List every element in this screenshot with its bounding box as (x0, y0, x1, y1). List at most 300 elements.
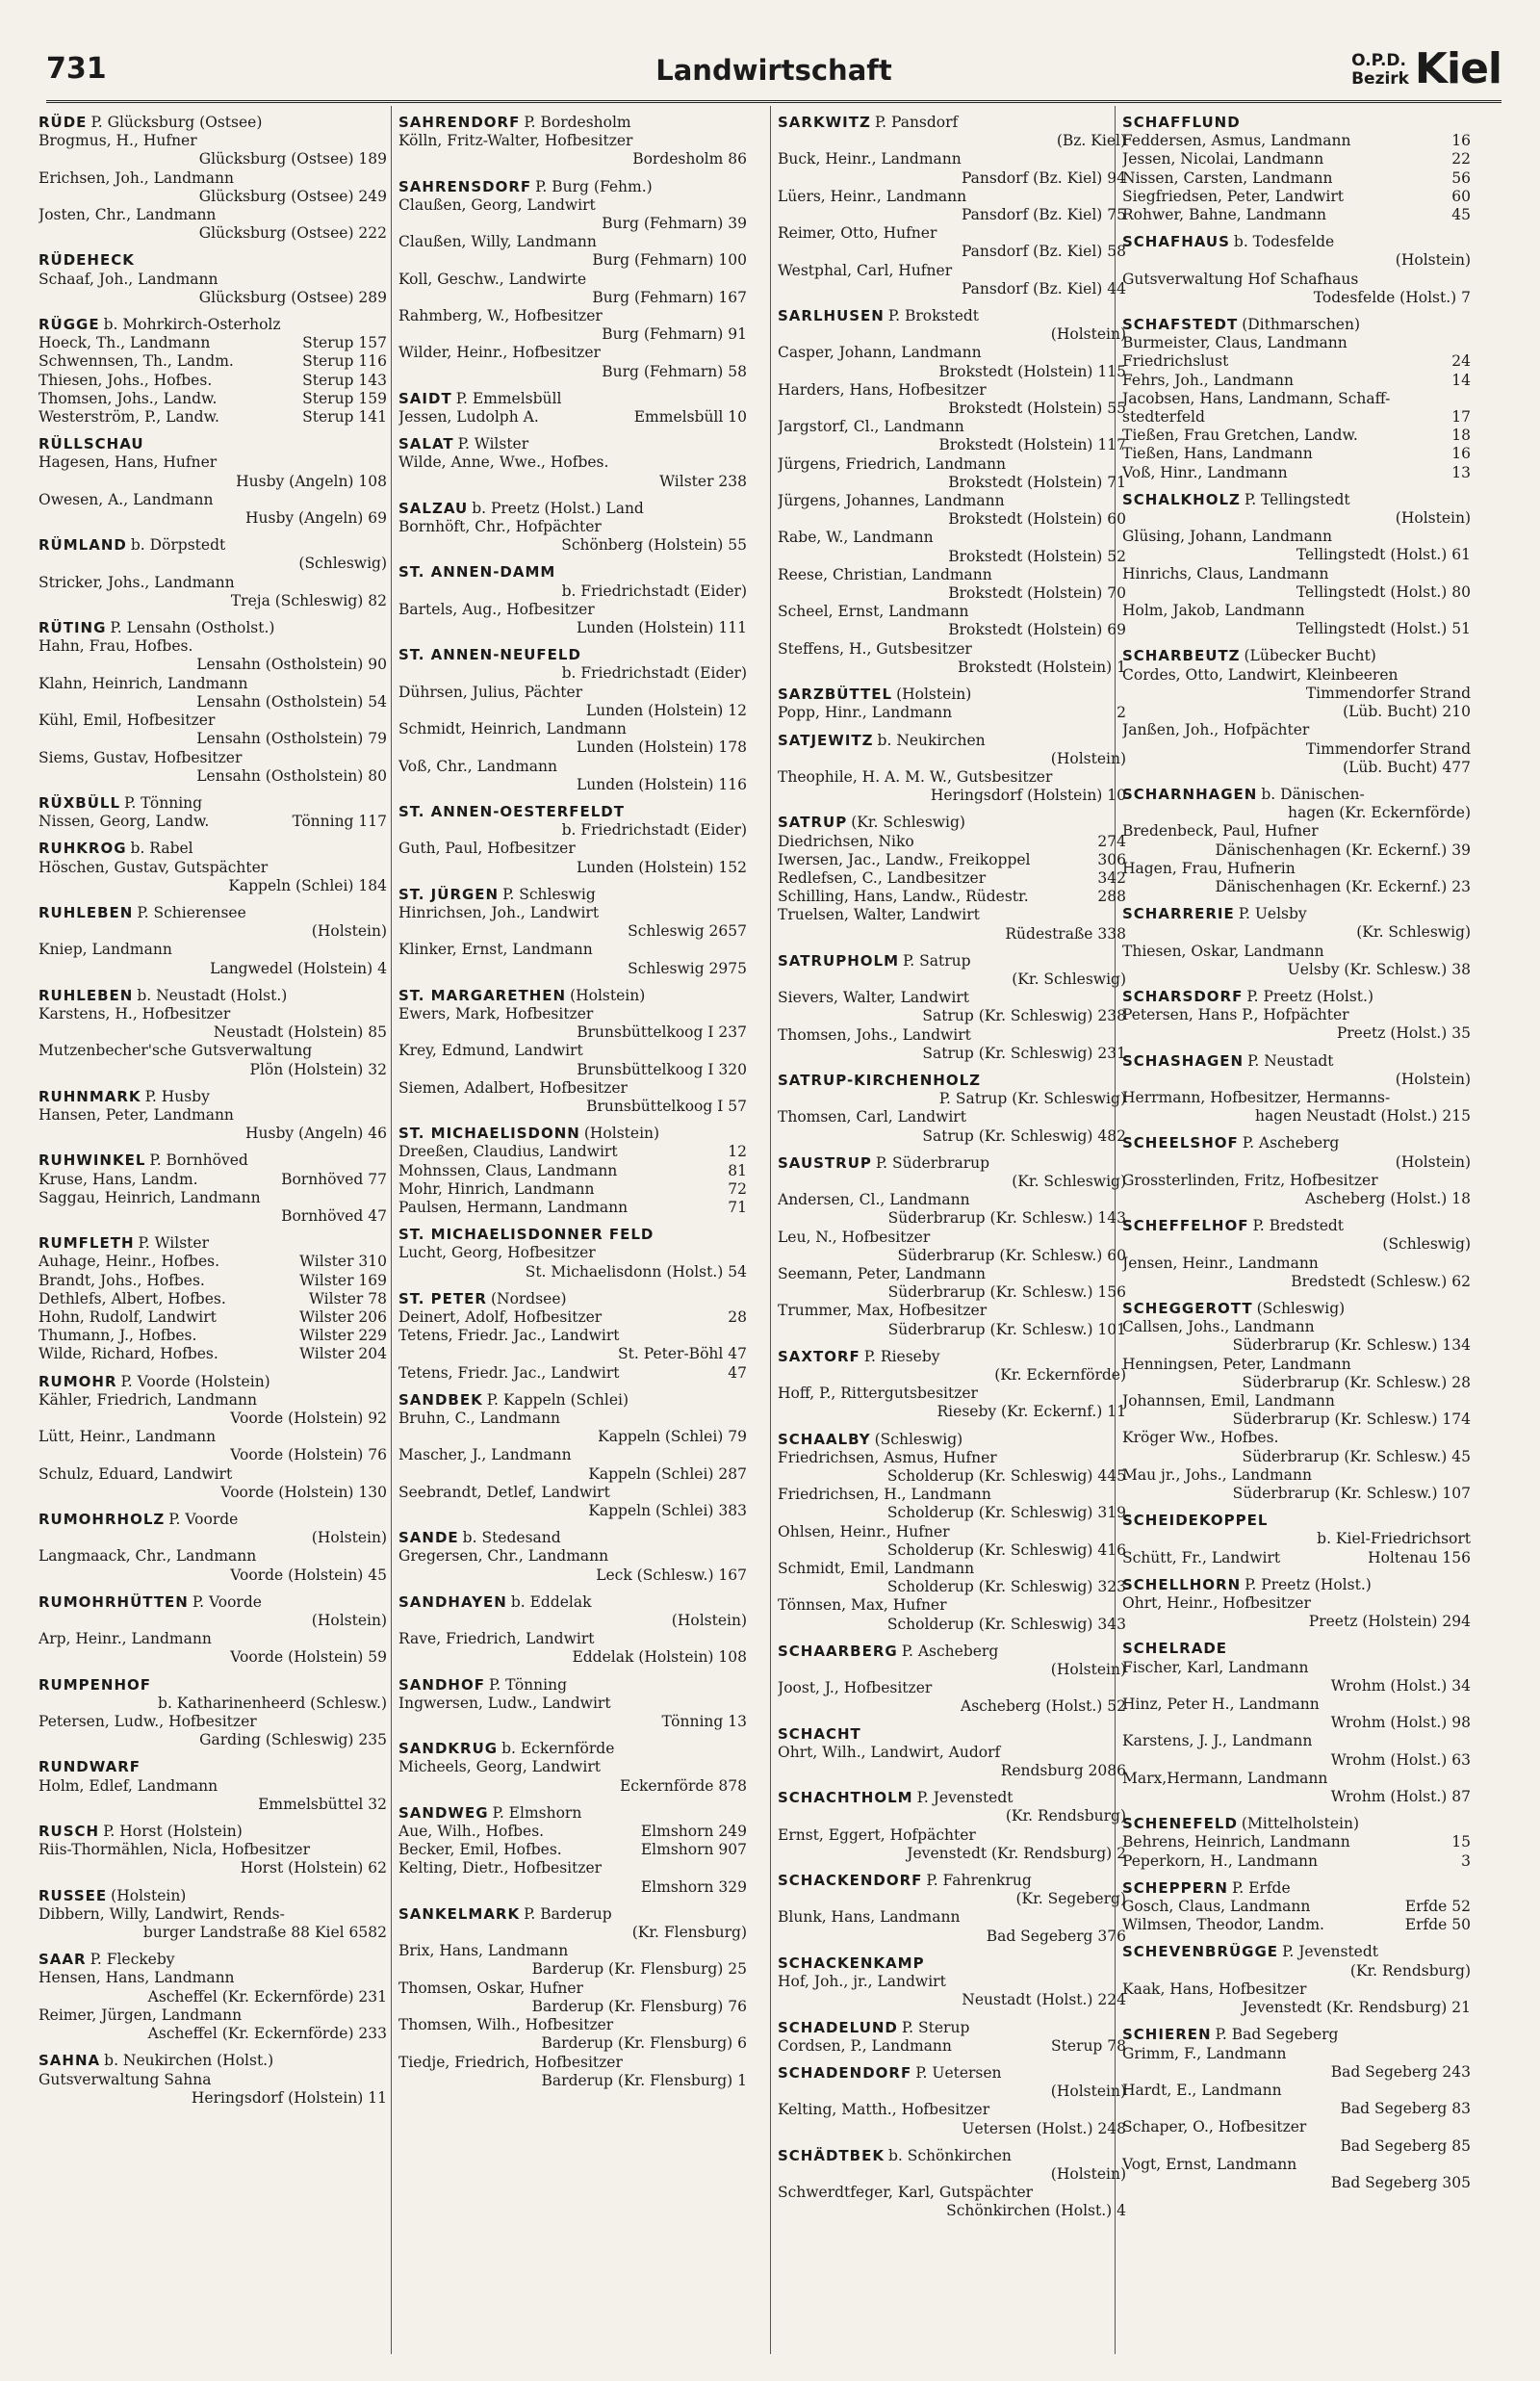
entry (1122, 334, 1471, 352)
entry (778, 566, 1126, 603)
entry-name: Friedrichslust (1122, 352, 1229, 371)
entry-location: Barderup (Kr. Flensburg) 6 (541, 2034, 747, 2053)
place-heading (38, 435, 387, 453)
entry-name: Friedrichsen, Asmus, Hufner (778, 1448, 997, 1466)
place-heading (398, 1676, 747, 1695)
entry-line (1122, 1833, 1471, 1851)
place-name: SATRUPHOLM (778, 951, 899, 970)
place-detail: P. Schierensee (137, 903, 246, 921)
entry (38, 1106, 387, 1143)
entry-location: Scholderup (Kr. Schleswig) 445 (886, 1467, 1126, 1486)
entry-number: 274 (1097, 832, 1126, 850)
entry (1122, 1833, 1471, 1851)
entry-location: St. Michaelisdonn (Holst.) 54 (525, 1262, 747, 1281)
place-block (38, 1887, 387, 1943)
entry (38, 352, 387, 371)
entry-number: Wilster 78 (309, 1289, 387, 1307)
entry-name: Fehrs, Joh., Landmann (1122, 371, 1294, 389)
entry-name: Kaak, Hans, Hofbesitzer (1122, 1980, 1307, 1998)
entry (398, 1327, 747, 1363)
entry-line (398, 1180, 747, 1199)
entry-number: 13 (1451, 463, 1471, 481)
place-name: SCHACKENDORF (778, 1872, 923, 1890)
entry-name: Vogt, Ernst, Landmann (1122, 2155, 1297, 2173)
entry (1122, 271, 1471, 307)
entry (398, 307, 747, 344)
entry-name: Hinz, Peter H., Landmann (1122, 1695, 1320, 1714)
place-detail: P. Bordesholm (524, 114, 631, 131)
place-block (398, 1804, 747, 1897)
place-detail-2: (Kr. Schleswig) (1356, 923, 1471, 942)
entry-location: Süderbrarup (Kr. Schlesw.) 174 (1232, 1410, 1471, 1429)
entry-name: Langmaack, Chr., Landmann (38, 1547, 257, 1566)
entry-location: Kappeln (Schlei) 287 (588, 1464, 747, 1483)
place-name: SANKELMARK (398, 1904, 521, 1923)
place-name: RUNDWARF (38, 1758, 141, 1776)
place-detail: b. Todesfelde (1233, 233, 1335, 251)
entry (398, 1005, 747, 1042)
entry-name: Rave, Friedrich, Landwirt (398, 1630, 595, 1648)
place-heading (38, 794, 387, 813)
entry-location: St. Peter-Böhl 47 (618, 1345, 747, 1363)
place-detail: b. Dänischen- (1261, 785, 1365, 803)
place-heading (778, 1725, 1126, 1744)
entry-location: Bornhöved 47 (281, 1206, 387, 1225)
entry-name: Schulz, Eduard, Landwirt (38, 1464, 233, 1483)
entry-location: Brokstedt (Holstein) 71 (948, 473, 1126, 491)
place-heading (398, 1391, 747, 1410)
entry (778, 188, 1126, 224)
entry-location: Kappeln (Schlei) 184 (228, 876, 387, 894)
place-heading (38, 316, 387, 334)
entry-line (778, 833, 1126, 851)
entry-location: Satrup (Kr. Schleswig) 238 (922, 1007, 1126, 1025)
entry (778, 455, 1126, 492)
entry (778, 1523, 1126, 1560)
column-divider (391, 106, 392, 2354)
entry-location: Timmendorfer Strand (1305, 739, 1471, 758)
place-detail: P. Voorde (192, 1592, 262, 1611)
entry (778, 1973, 1126, 2009)
entry (1122, 2118, 1471, 2155)
entry-location: Ascheffel (Kr. Eckernförde) 233 (147, 2025, 387, 2043)
entry-name: Hoff, P., Rittergutsbesitzer (778, 1385, 978, 1403)
entry-location: Neustadt (Holst.) 224 (962, 1991, 1126, 2009)
entry-location: burger Landstraße 88 Kiel 6582 (142, 1924, 387, 1942)
place-name: SANDBEK (398, 1390, 483, 1409)
entry-name: Thomsen, Wilh., Hofbesitzer (398, 2016, 614, 2034)
place-name: RUMPENHOF (38, 1675, 152, 1694)
place-detail: P. Brokstedt (887, 307, 980, 325)
place-detail: P. Schleswig (502, 885, 596, 903)
place-block (38, 251, 387, 307)
entry (398, 758, 747, 794)
entry-name: Klinker, Ernst, Landmann (398, 941, 593, 959)
place-block (778, 1348, 1126, 1422)
entry-line (1122, 1898, 1471, 1916)
entry (398, 684, 747, 720)
place-detail: (Nordsee) (490, 1289, 567, 1307)
entry-name: Tetens, Friedr. Jac., Landwirt (398, 1363, 620, 1382)
place-name: RÜLLSCHAU (38, 435, 144, 453)
entry-location: Glücksburg (Ostsee) 249 (198, 187, 387, 205)
place-detail: b. Mohrkirch-Osterholz (103, 316, 281, 334)
entry-number: 56 (1451, 168, 1471, 187)
place-block (38, 619, 387, 786)
entry-name: Friedrichsen, H., Landmann (778, 1486, 991, 1504)
entry (38, 574, 387, 610)
entry (38, 1345, 387, 1363)
place-heading (778, 1348, 1126, 1366)
entry-number: Erfde 50 (1404, 1916, 1471, 1934)
entry (778, 603, 1126, 639)
entry-number: 28 (728, 1307, 747, 1326)
place-detail: b. Eddelak (510, 1592, 592, 1611)
entry-name: Hagen, Frau, Hufnerin (1122, 859, 1296, 877)
entry-name: Ohlsen, Heinr., Hufner (778, 1522, 950, 1540)
place-detail: (Kr. Schleswig) (851, 814, 965, 832)
place-name: SCHAFFLUND (1122, 114, 1241, 131)
entry-location: Pansdorf (Bz. Kiel) 75 (961, 206, 1126, 224)
entry-number: 17 (1451, 408, 1471, 427)
place-name: SCHARSDORF (1122, 987, 1244, 1005)
entry-name: Reimer, Jürgen, Landmann (38, 2006, 243, 2024)
place-heading (38, 904, 387, 922)
entry (778, 1826, 1126, 1863)
entry-name: Nissen, Carsten, Landmann (1122, 168, 1333, 187)
place-heading (778, 1431, 1126, 1449)
place-detail-2: (Holstein) (1395, 509, 1471, 528)
entry-line (778, 2037, 1126, 2056)
place-name: SCHADENDORF (778, 2063, 912, 2082)
entry-name: Thomsen, Johs., Landw. (38, 389, 218, 407)
entry-number: 342 (1097, 868, 1126, 887)
entry (38, 2071, 387, 2108)
entry-name: Rabe, W., Landmann (778, 529, 934, 547)
entry (398, 271, 747, 307)
place-detail: P. Preetz (Holst.) (1245, 1575, 1372, 1593)
place-detail: (Schleswig) (874, 1430, 963, 1448)
entry (1122, 1732, 1471, 1769)
entry-location: Tellingstedt (Holst.) 51 (1296, 620, 1471, 638)
place-name: RÜXBÜLL (38, 793, 121, 812)
place-detail-2: b. Kiel-Friedrichsort (1317, 1530, 1471, 1548)
place-block (38, 1951, 387, 2043)
entry-name: Wilde, Richard, Hofbes. (38, 1345, 218, 1363)
entry-name: Jessen, Ludolph A. (398, 408, 539, 427)
entry-name: Gutsverwaltung Hof Schafhaus (1122, 270, 1359, 288)
entry-name: Grimm, F., Landmann (1122, 2044, 1287, 2062)
place-heading (398, 1593, 747, 1612)
entry-line (38, 1327, 387, 1345)
entry-name: Guth, Paul, Hofbesitzer (398, 840, 576, 858)
place-name: ST. ANNEN-OESTERFELDT (398, 802, 625, 820)
entry (778, 1449, 1126, 1486)
place-heading (398, 1125, 747, 1143)
entry (38, 1630, 387, 1667)
place-block (398, 563, 747, 637)
entry-line (38, 1272, 387, 1290)
place-block (398, 886, 747, 978)
entry-location: Garding (Schleswig) 235 (199, 1731, 387, 1749)
entry (1122, 427, 1471, 445)
place-block (1122, 905, 1471, 979)
place-detail: P. Kappeln (Schlei) (486, 1390, 629, 1409)
entry-name: Schmidt, Heinrich, Landmann (398, 720, 627, 738)
place-block (38, 435, 387, 528)
entry-name: Tönnsen, Max, Hufner (778, 1596, 947, 1615)
place-heading (1122, 316, 1471, 334)
entry (778, 851, 1126, 869)
place-block (1122, 1512, 1471, 1567)
entry-number: 60 (1451, 187, 1471, 205)
entry-line (1122, 427, 1471, 445)
place-detail: b. Neustadt (Holst.) (137, 986, 288, 1004)
entry-location: Langwedel (Holstein) 4 (210, 959, 387, 977)
place-detail: (Holstein) (583, 1125, 660, 1143)
entry-location: Brokstedt (Holstein) 55 (948, 400, 1126, 418)
entry-location: (Lüb. Bucht) 477 (1343, 758, 1471, 776)
entry-location: Lensahn (Ostholstein) 79 (196, 730, 387, 748)
entry-name: Becker, Emil, Hofbes. (398, 1841, 562, 1859)
entry-location: Brokstedt (Holstein) 115 (938, 362, 1126, 380)
entry-location: Eckernförde 878 (619, 1776, 747, 1795)
place-detail: (Holstein) (570, 986, 646, 1004)
entry (38, 1005, 387, 1042)
entry (38, 1253, 387, 1271)
entry-name: Burmeister, Claus, Landmann (1122, 334, 1348, 352)
entry (778, 1596, 1126, 1633)
entry (1122, 1392, 1471, 1429)
entry-name: Gutsverwaltung Sahna (38, 2070, 212, 2088)
entry-name: Claußen, Willy, Landmann (398, 233, 597, 251)
entry (398, 1162, 747, 1180)
entry-name: Gosch, Claus, Landmann (1122, 1898, 1311, 1916)
place-detail: (Holstein) (111, 1886, 187, 1904)
entry-name: stedterfeld (1122, 408, 1205, 427)
entry-name: Seemann, Peter, Landmann (778, 1264, 986, 1282)
entry-name: Seebrandt, Detlef, Landwirt (398, 1483, 610, 1501)
place-detail: P. Voorde (168, 1511, 239, 1529)
place-block (778, 2064, 1126, 2138)
place-detail: P. Uetersen (915, 2063, 1002, 2082)
place-heading (1122, 1943, 1471, 1961)
entry-location: Glücksburg (Ostsee) 222 (198, 224, 387, 243)
entry-name: Grossterlinden, Fritz, Hofbesitzer (1122, 1171, 1378, 1189)
place-name: ST. JÜRGEN (398, 885, 500, 903)
entry-name: Arp, Heinr., Landmann (38, 1630, 212, 1648)
place-block (38, 1511, 387, 1585)
entry-name: Glüsing, Johann, Landmann (1122, 528, 1332, 546)
place-detail-2: (Holstein) (671, 1612, 747, 1630)
entry (398, 1244, 747, 1281)
place-heading (1122, 647, 1471, 665)
entry-number: 71 (728, 1198, 747, 1216)
place-block (38, 1234, 387, 1363)
entry-number: Sterup 143 (302, 371, 387, 389)
entry-name: Hinrichsen, Joh., Landwirt (398, 903, 600, 921)
entry-location: Süderbrarup (Kr. Schlesw.) 28 (1242, 1373, 1471, 1391)
entry-name: Claußen, Georg, Landwirt (398, 195, 596, 214)
place-block (778, 2147, 1126, 2221)
entry-name: Karstens, J. J., Landmann (1122, 1732, 1313, 1750)
entry-line (398, 1823, 747, 1841)
place-heading (38, 619, 387, 637)
entry (398, 1695, 747, 1731)
column-1 (38, 114, 387, 2108)
place-block (38, 794, 387, 831)
place-heading (38, 1152, 387, 1170)
entry-name: Nissen, Georg, Landw. (38, 813, 210, 831)
place-detail-2: (Holstein) (1050, 325, 1126, 344)
entry-location: Brokstedt (Holstein) 52 (948, 547, 1126, 565)
entry-line (778, 888, 1126, 906)
place-block (398, 803, 747, 877)
entry-name: Theophile, H. A. M. W., Gutsbesitzer (778, 767, 1053, 786)
place-detail: b. Eckernförde (501, 1740, 615, 1758)
place-detail-2: (Kr. Segeberg) (1015, 1890, 1126, 1908)
place-detail-2: (Holstein) (311, 1529, 387, 1547)
entry-location: Emmelsbüttel 32 (258, 1795, 387, 1813)
entry-name: Popp, Hinr., Landmann (778, 704, 953, 722)
entry-line (1122, 408, 1471, 427)
entry-name: Janßen, Joh., Hofpächter (1122, 721, 1310, 739)
entry-location: Schleswig 2657 (628, 922, 747, 941)
entry-line (38, 408, 387, 427)
entry-location: Süderbrarup (Kr. Schlesw.) 101 (887, 1320, 1126, 1338)
entry (398, 518, 747, 555)
entry-number: 24 (1451, 352, 1471, 371)
entry-location: Preetz (Holstein) 294 (1308, 1613, 1471, 1631)
entry-line (38, 1345, 387, 1363)
place-block (398, 1125, 747, 1217)
entry-number: Elmshorn 249 (640, 1823, 747, 1841)
place-heading (778, 2147, 1126, 2165)
place-detail-2: (Kr. Flensburg) (631, 1924, 747, 1942)
entry-name: Mohnssen, Claus, Landmann (398, 1161, 618, 1179)
entry (1122, 1695, 1471, 1732)
place-name: SALZAU (398, 499, 469, 517)
place-name: SANDE (398, 1529, 459, 1547)
entry (778, 150, 1126, 187)
entry-location: Süderbrarup (Kr. Schlesw.) 60 (897, 1246, 1126, 1264)
entry-name: Cordsen, P., Landmann (778, 2036, 952, 2055)
place-name: RÜMLAND (38, 536, 127, 555)
entry-name: Hansen, Peter, Landmann (38, 1105, 234, 1124)
entry-location: Husby (Angeln) 69 (244, 509, 387, 528)
entry-name: Lütt, Heinr., Landmann (38, 1428, 217, 1446)
entry (38, 941, 387, 977)
entry (38, 491, 387, 528)
entry-location: Scholderup (Kr. Schleswig) 323 (886, 1578, 1126, 1596)
place-detail-2: hagen (Kr. Eckernförde) (1288, 804, 1471, 822)
entry-number: 16 (1451, 445, 1471, 463)
place-name: SCHARNHAGEN (1122, 785, 1258, 803)
place-name: SCHASHAGEN (1122, 1051, 1245, 1070)
entry-name: Siegfriedsen, Peter, Landwirt (1122, 187, 1345, 205)
place-name: SCHARBEUTZ (1122, 647, 1241, 665)
place-heading (778, 1643, 1126, 1661)
place-detail: P. Preetz (Holst.) (1246, 987, 1373, 1005)
entry (398, 941, 747, 977)
entry-location: Horst (Holstein) 62 (240, 1859, 387, 1877)
entry (778, 1679, 1126, 1716)
entry-name: Wilmsen, Theodor, Landm. (1122, 1916, 1324, 1934)
entry-location: Brunsbüttelkoog I 57 (586, 1097, 747, 1115)
place-heading (38, 114, 387, 132)
entry (778, 1191, 1126, 1228)
place-heading (1122, 988, 1471, 1006)
entry-name: Sievers, Walter, Landwirt (778, 989, 969, 1007)
place-name: SCHELRADE (1122, 1640, 1228, 1658)
place-detail: P. Tellingstedt (1244, 490, 1350, 508)
entry (1122, 1898, 1471, 1916)
entry-location: Husby (Angeln) 108 (236, 472, 387, 490)
entry (778, 888, 1126, 906)
entry (38, 1428, 387, 1464)
place-heading (1122, 786, 1471, 804)
entry-number: Wilster 310 (299, 1253, 387, 1271)
entry-location: Bredstedt (Schlesw.) 62 (1291, 1272, 1471, 1290)
entry-name: Ohrt, Heinr., Hofbesitzer (1122, 1594, 1311, 1613)
place-name: RUHLEBEN (38, 903, 134, 921)
entry-location: Heringsdorf (Holstein) 10 (930, 787, 1126, 805)
entry-number: 16 (1451, 132, 1471, 150)
entry-location: Tellingstedt (Holst.) 61 (1296, 546, 1471, 564)
entry-location: hagen Neustadt (Holst.) 215 (1255, 1107, 1471, 1126)
entry-name: Aue, Wilh., Hofbes. (398, 1823, 545, 1841)
entry-name: Feddersen, Asmus, Landmann (1122, 132, 1351, 150)
entry-line (398, 1162, 747, 1180)
entry-name: Brix, Hans, Landmann (398, 1942, 569, 1960)
place-detail: P. Pansdorf (874, 114, 959, 131)
entry-name: Jessen, Nicolai, Landmann (1122, 150, 1324, 168)
place-detail-2: (Bz. Kiel) (1056, 132, 1126, 150)
entry-name: Scheel, Ernst, Landmann (778, 603, 969, 621)
entry-number: Sterup 157 (302, 334, 387, 352)
place-name: SCHEPPERN (1122, 1878, 1228, 1897)
place-heading (38, 251, 387, 270)
place-name: ST. ANNEN-DAMM (398, 563, 556, 582)
entry (778, 2037, 1126, 2056)
entry-name: Siemen, Adalbert, Hofbesitzer (398, 1078, 628, 1097)
entry (398, 720, 747, 757)
entry-location: Barderup (Kr. Flensburg) 25 (531, 1960, 747, 1979)
place-heading (398, 646, 747, 664)
entry (38, 1189, 387, 1226)
entry-line (38, 813, 387, 831)
place-heading (778, 307, 1126, 325)
place-block (398, 1529, 747, 1585)
entry-location: Schleswig 2975 (628, 959, 747, 977)
entry-name: Kölln, Fritz-Walter, Hofbesitzer (398, 132, 633, 150)
entry (38, 1308, 387, 1327)
place-name: SCHÄDTBEK (778, 2146, 885, 2164)
entry-name: Lüers, Heinr., Landmann (778, 187, 967, 205)
place-block (398, 390, 747, 427)
entry-location: Voorde (Holstein) 45 (230, 1566, 387, 1584)
entry (1122, 188, 1471, 206)
entry-name: Schmidt, Emil, Landmann (778, 1560, 975, 1578)
place-heading (398, 886, 747, 904)
place-heading (398, 1740, 747, 1758)
entry-line (778, 704, 1126, 722)
entry-location: Lunden (Holstein) 178 (577, 738, 747, 757)
entry (38, 408, 387, 427)
entry-name: Jürgens, Johannes, Landmann (778, 492, 1005, 510)
place-name: SANDWEG (398, 1803, 489, 1822)
entry (38, 749, 387, 786)
